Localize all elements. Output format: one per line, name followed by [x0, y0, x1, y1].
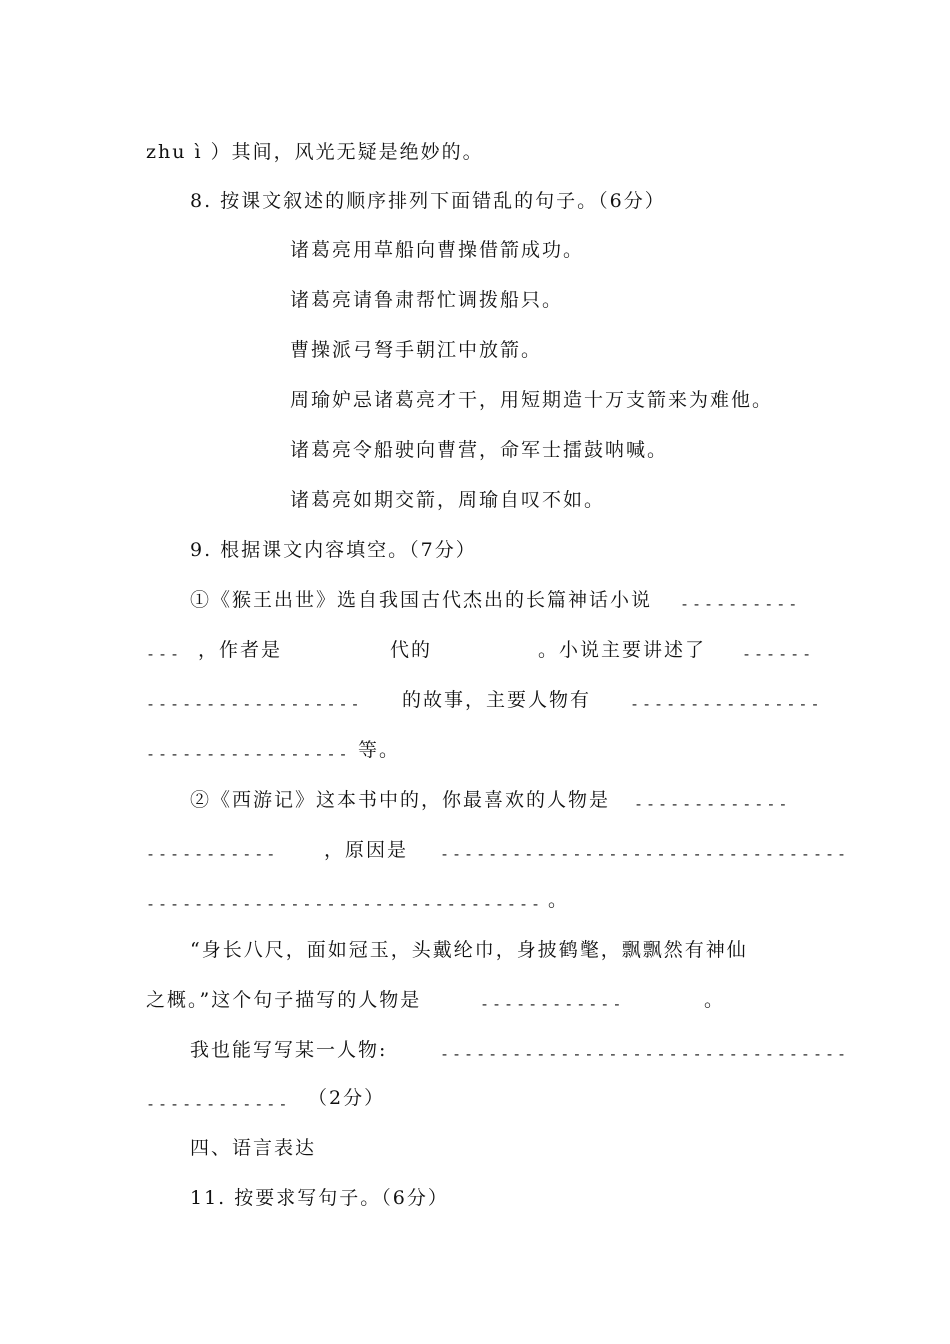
- text-line: 的故事，主要人物有: [402, 689, 592, 711]
- text-line: ，原因是: [324, 839, 409, 861]
- answer-blank[interactable]: -----------------: [146, 745, 351, 763]
- question-11-title: 11. 按要求写句子。（6分）: [190, 1187, 449, 1209]
- sentence-item: 诸葛亮用草船向曹操借箭成功。: [290, 239, 585, 261]
- text-line: 。: [704, 989, 726, 1011]
- text-line: 等。: [358, 739, 401, 761]
- answer-blank[interactable]: -----------: [146, 845, 279, 863]
- text-line: 之概。”这个句子描写的人物是: [146, 989, 422, 1011]
- text-line: 。: [548, 889, 570, 911]
- sentence-item: 周瑜妒忌诸葛亮才干，用短期造十万支箭来为难他。: [290, 389, 774, 411]
- answer-blank[interactable]: ------------: [480, 995, 625, 1013]
- sentence-item: 曹操派弓弩手朝江中放箭。: [290, 339, 543, 361]
- answer-blank[interactable]: ----------------------------------: [440, 845, 850, 863]
- question-9-title: 9. 根据课文内容填空。（7分）: [190, 539, 477, 561]
- answer-blank[interactable]: ----------: [680, 595, 801, 613]
- answer-blank[interactable]: ----------------------------------: [440, 1045, 850, 1063]
- text-line: 我也能写写某一人物:: [190, 1039, 388, 1061]
- text-line: “身长八尺，面如冠玉，头戴纶巾，身披鹤氅，飘飘然有神仙: [190, 939, 748, 961]
- sentence-item: 诸葛亮请鲁肃帮忙调拨船只。: [290, 289, 564, 311]
- section-title: 四、语言表达: [190, 1137, 317, 1159]
- sentence-item: 诸葛亮如期交箭，周瑜自叹不如。: [290, 489, 606, 511]
- answer-blank[interactable]: ---------------------------------: [146, 895, 544, 913]
- score-note: （2分）: [308, 1087, 386, 1109]
- text-line: ②《西游记》这本书中的，你最喜欢的人物是: [190, 789, 611, 811]
- answer-blank[interactable]: ---: [146, 645, 183, 663]
- question-8-title: 8. 按课文叙述的顺序排列下面错乱的句子。（6分）: [190, 190, 666, 212]
- answer-blank[interactable]: ------------------: [146, 695, 363, 713]
- answer-blank[interactable]: ------------: [146, 1095, 291, 1113]
- answer-blank[interactable]: ------: [742, 645, 815, 663]
- text-line: 代的: [390, 639, 433, 661]
- text-line: ，作者是: [198, 639, 283, 661]
- text-line: ①《猴王出世》选自我国古代杰出的长篇神话小说: [190, 589, 653, 611]
- sentence-item: 诸葛亮令船驶向曹营，命军士擂鼓呐喊。: [290, 439, 669, 461]
- text-line: 。小说主要讲述了: [538, 639, 707, 661]
- answer-blank[interactable]: -------------: [634, 795, 791, 813]
- text-line: zhu ì ）其间，风光无疑是绝妙的。: [146, 141, 484, 163]
- answer-blank[interactable]: ----------------: [630, 695, 823, 713]
